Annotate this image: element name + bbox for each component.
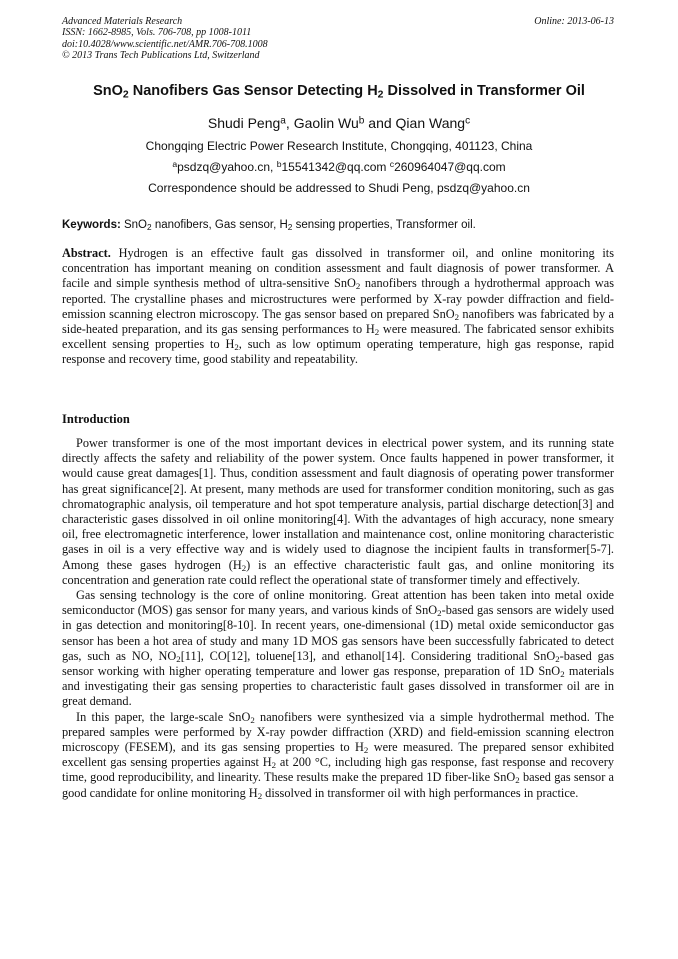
keywords: Keywords: SnO$_2$ nanofibers, Gas sensor, $H_2$ sensing properties, Transformer oil. bbox=[62, 219, 476, 233]
paragraph: Power transformer is one of the most important devices in electrical power system, and its running state directly affects the safety and reliability of the power system. Once faults happened in power transformer, it would cause great damages[1]. Thus, condition assessment and fault diagnosis of operating power transformer has great significance[2]. At present, many methods are used for transformer condition monitoring, such as gas chromatographic analysis, oil temperature and hot spot temperature analysis, partial discharge detection[3] and characteristic gases dissolved in oil online monitoring[4]. With the advantages of high accuracy, none smeary oil, free electromagnetic interference, lower installation and maintenance cost, online monitoring characteristic gases in oil is a very effective way and is widely used to diagnose the incipient faults in transformer[5-7]. Among these gases hydrogen $(H_2)$ is an effective characteristic fault gas, and online monitoring its concentration and generation rate could reflect the operational state of transformer timely and effectively. bbox=[62, 436, 614, 587]
abstract: Abstract. Hydrogen is an effective fault gas dissolved in transformer oil, and online monitoring its concentration has important meaning on condition assessment and fault diagnosis of power transformer. A facile and simple synthesis method of ultra-sensitive SnO$_2$ nanofibers through a hydrothermal approach was reported. The crystalline phases and microstructures were performed by X-ray powder diffraction and field-emission scanning electron microscopy. The gas sensor based on prepared SnO$_2$ nanofibers was fabricated by a side-heated preparation, and its gas sensing performances to $H_2$ were measured. The fabricated sensor exhibits excellent sensing properties to $H_2$, such as low optimum operating temperature, high gas response, rapid response and recovery time, good stability and repeatability. bbox=[62, 246, 614, 367]
correspondence-note: Correspondence should be addressed to Shudi Peng, psdzq@yahoo.cn bbox=[148, 181, 530, 195]
author-emails: $^a$psdzq@yahoo.cn, $^b$15541342@qq.com $^c$260964047@qq.com bbox=[172, 159, 506, 174]
paper-title: SnO$_2$ Nanofibers Gas Sensor Detecting $H_2$ Dissolved in Transformer Oil bbox=[93, 83, 585, 101]
paragraph: In this paper, the large-scale SnO$_2$ nanofibers were synthesized via a simple hydrothermal method. The prepared samples were performed by X-ray powder diffraction (XRD) and field-emission scanning electron microscopy (FESEM), and its gas sensing properties to $H_2$ were measured. The prepared sensor exhibited excellent gas sensing properties against $H_2$ at 200 °C, including high gas response, fast response and recovery time, good reproducibility, and linearity. These results make the prepared 1D fiber-like SnO$_2$ based gas sensor a good candidate for online monitoring $H_2$ dissolved in transformer oil with high performances in practice. bbox=[62, 709, 615, 801]
abstract-label: Abstract. bbox=[62, 246, 111, 260]
journal-issn: ISSN: 1662-8985, Vols. 706-708, pp 1008-1011 bbox=[62, 27, 252, 39]
author-name: Gaolin Wu bbox=[293, 115, 359, 131]
author-name: Qian Wang bbox=[395, 115, 466, 131]
author-list: Shudi Peng$^a$, Gaolin Wu$^b$ and Qian Wang$^c$ bbox=[207, 115, 471, 131]
section-heading-introduction: Introduction bbox=[62, 412, 130, 426]
journal-header bbox=[62, 16, 268, 62]
keywords-label: Keywords: bbox=[62, 219, 121, 231]
author-name: Shudi Peng bbox=[207, 115, 281, 131]
paragraph: Gas sensing technology is the core of online monitoring. Great attention has been taken into metal oxide semiconductor (MOS) gas sensor for many years, and various kinds of SnO$_2$-based gas sensors are widely used in gas detection and monitoring[8-10]. In recent years, one-dimensional (1D) metal oxide semiconductor gas sensor has been a hot area of study and many 1D MOS gas sensors have been successfully fabricated to detect gas, such as NO, $NO_2[11]$, CO[12], toluene[13], and ethanol[14]. Considering traditional SnO$_2$-based gas sensor working with higher operating temperature and lower gas response, preparation of 1D SnO$_2$ materials and investigating their gas sensing properties to characteristic fault gases dissolved in transformer oil are in great demand. bbox=[62, 588, 614, 709]
affiliation: Chongqing Electric Power Research Institute, Chongqing, 401123, China bbox=[145, 139, 533, 153]
journal-name: Advanced Materials Research bbox=[62, 16, 183, 27]
online-date: Online: 2013-06-13 bbox=[534, 16, 614, 27]
journal-doi: doi:10.4028/www.scientific.net/AMR.706-708.1008 bbox=[62, 38, 268, 50]
journal-copyright: © 2013 Trans Tech Publications Ltd, Switzerland bbox=[62, 50, 260, 62]
introduction-body bbox=[62, 436, 614, 801]
